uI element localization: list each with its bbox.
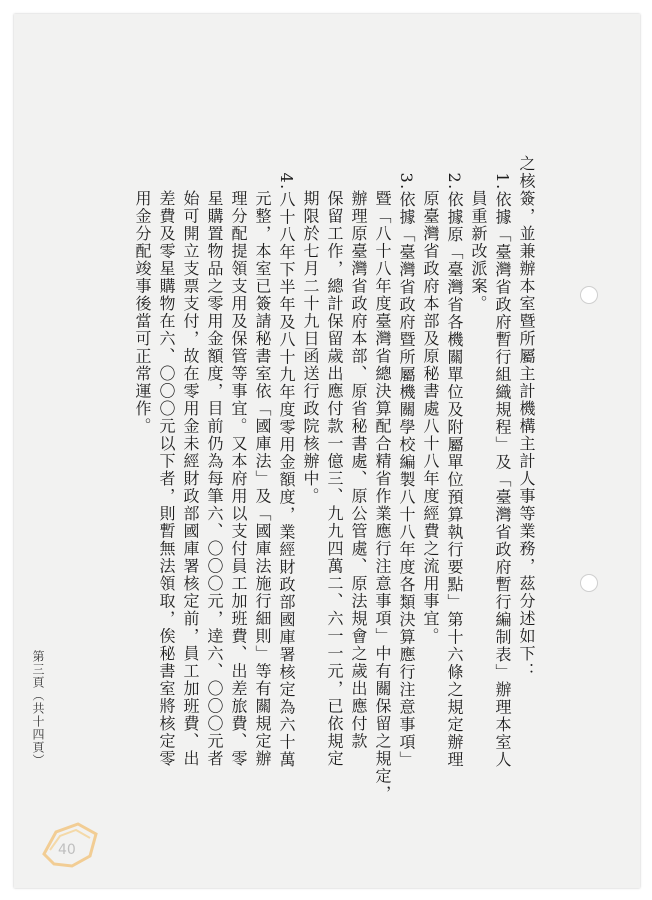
binding-hole-top: [580, 286, 598, 304]
text-column-5: 原臺灣省政府本部及原秘書處八十八年度經費之流用事宜。: [421, 155, 440, 645]
text-column-13: 理分配提領支用及保管等事宜。又本府用以支付員工加班費、出差旅費、零: [229, 155, 248, 768]
stamp-number: 40: [58, 842, 76, 858]
text-column-12: 元整，本室已簽請秘書室依「國庫法」及「國庫法施行細則」等有關規定辦: [253, 155, 272, 768]
text-column-9: 保留工作，總計保留歲出應付款一億三、九九四萬二、六一一元，已依規定: [325, 155, 344, 768]
text-column-10: 期限於七月二十九日函送行政院核辦中。: [301, 155, 320, 505]
text-column-6: 3.依據「臺灣省政府暨所屬機關學校編製八十八年度各類決算應行注意事項」: [397, 155, 416, 769]
archive-stamp-icon: [36, 810, 106, 880]
text-column-4: 2.依據原「臺灣省各機關單位及附屬單位預算執行要點」第十六條之規定辦理: [445, 155, 464, 769]
text-column-17: 用金分配竣事後當可正常運作。: [133, 155, 152, 435]
text-column-16: 差費及零星購物在六、〇〇〇元以下者，則暫無法領取，俟秘書室將核定零: [157, 155, 176, 768]
document-body: [88, 155, 538, 855]
page-number-footer: 第三頁（共十四頁）: [31, 650, 45, 767]
text-column-2: 1.依據「臺灣省政府暫行組織規程」及「臺灣省政府暫行編制表」辦理本室人: [493, 155, 512, 769]
text-column-1: 之核簽，並兼辦本室暨所屬主計機構主計人事等業務，茲分述如下：: [517, 155, 536, 680]
text-column-11: 4.八十八年下半年及八十九年度零用金額度，業經財政部國庫署核定為六十萬: [277, 155, 296, 769]
text-column-15: 始可開立支票支付，故在零用金未經財政部國庫署核定前，員工加班費、出: [181, 155, 200, 768]
text-column-8: 辦理原臺灣省政府本部、原省秘書處、原公管處、原法規會之歲出應付款: [349, 155, 368, 750]
text-column-3: 員重新改派案。: [469, 155, 488, 313]
binding-hole-bottom: [580, 574, 598, 592]
text-column-14: 星購置物品之零用金額度，目前仍為每筆六、〇〇〇元，逹六、〇〇〇元者: [205, 155, 224, 768]
text-column-7: 暨「八十八年度臺灣省總決算配合精省作業應行注意事項」中有關保留之規定，: [373, 155, 392, 803]
